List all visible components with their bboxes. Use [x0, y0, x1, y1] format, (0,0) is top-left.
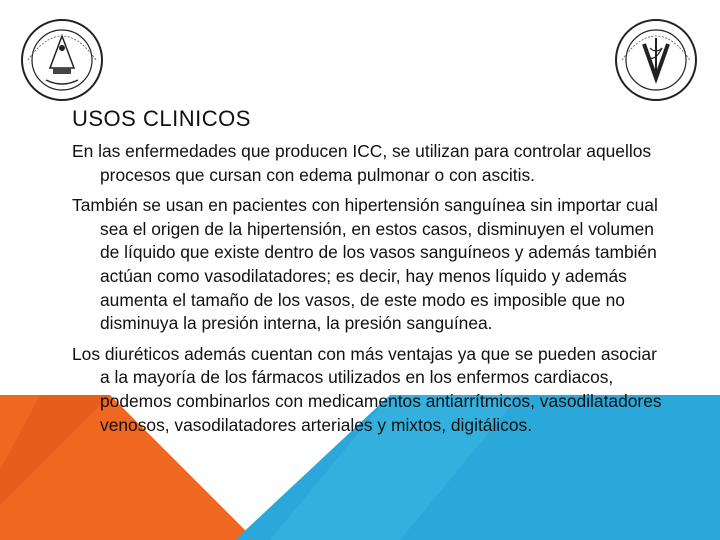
paragraph-hipertension: También se usan en pacientes con hipertensión sanguínea sin importar cual sea el origen de la hipertensión, en estos casos, disminuyen el volumen de líquido que existe dentro de los vasos sanguíneos y además también actúan como vasodilatadores; es decir, hay menos líquido y además aumenta el tamaño de los vasos, de este modo es imposible que no disminuya la presión interna, la presión sanguínea. — [72, 195, 658, 334]
veterinary-seal-icon — [614, 18, 698, 102]
paragraph-icc: En las enfermedades que producen ICC, se utilizan para controlar aquellos procesos que cursan con edema pulmonar o con ascitis. — [72, 141, 652, 185]
paragraph-ventajas: Los diuréticos además cuentan con más ventajas ya que se pueden asociar a la mayoría de los fármacos utilizados en los enfermos cardiacos, podemos combinarlos con medicamentos antiarrítmicos, vasodilatadores venosos, vasodilatadores arteriales y mixtos, digitálicos. — [72, 343, 662, 435]
slide-body — [72, 140, 662, 444]
slide-title: USOS CLINICOS — [72, 106, 251, 131]
university-seal-icon — [20, 18, 104, 102]
